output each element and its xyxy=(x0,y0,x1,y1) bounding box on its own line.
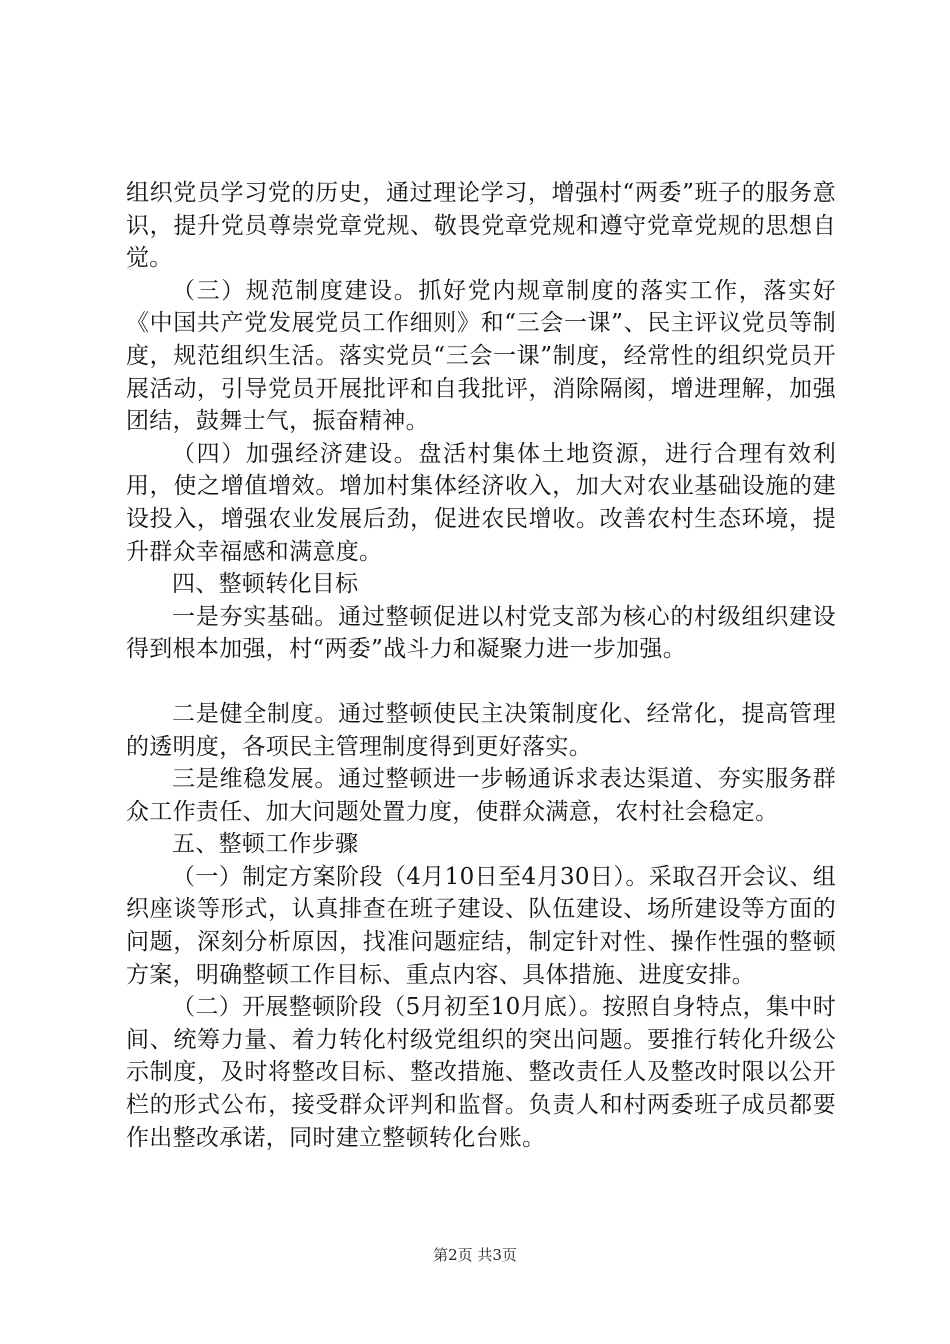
heading-goals: 四、整顿转化目标 xyxy=(172,571,359,598)
blank-line xyxy=(126,666,836,698)
document-body xyxy=(126,177,836,1154)
paragraph-step-two: （二）开展整顿阶段（5月初至10月底）。按照自身特点，集中时间、统筹力量、着力转化村级党组织的突出问题。要推行转化升级公示制度，及时将整改目标、整改措施、整改责任人及整改时限以公开栏的形式公布，接受群众评判和监督。负责人和村两委班子成员都要作出整改承诺，同时建立整顿转化台账。 xyxy=(126,994,836,1151)
paragraph-goal-one: 一是夯实基础。通过整顿促进以村党支部为核心的村级组织建设得到根本加强，村“两委”战斗力和凝聚力进一步加强。 xyxy=(126,603,836,663)
paragraph-continuation: 组织党员学习党的历史，通过理论学习，增强村“两委”班子的服务意识，提升党员尊崇党章党规、敬畏党章党规和遵守党章党规的思想自觉。 xyxy=(126,180,836,272)
paragraph-section-three: （三）规范制度建设。抓好党内规章制度的落实工作，落实好《中国共产党发展党员工作细则》和“三会一课”、民主评议党员等制度，规范组织生活。落实党员“三会一课”制度，经常性的组织党员开展活动，引导党员开展批评和自我批评，消除隔阂，增进理解，加强团结，鼓舞士气，振奋精神。 xyxy=(126,277,836,435)
paragraph-goal-two: 二是健全制度。通过整顿使民主决策制度化、经常化，提高管理的透明度，各项民主管理制度得到更好落实。 xyxy=(126,700,836,760)
paragraph-goal-three: 三是维稳发展。通过整顿进一步畅通诉求表达渠道、夯实服务群众工作责任、加大问题处置力度，使群众满意，农村社会稳定。 xyxy=(126,766,836,825)
paragraph-section-four: （四）加强经济建设。盘活村集体土地资源，进行合理有效利用，使之增值增效。增加村集体经济收入，加大对农业基础设施的建设投入，增强农业发展后劲，促进农民增收。改善农村生态环境，提升群众幸福感和满意度。 xyxy=(126,440,836,565)
heading-steps: 五、整顿工作步骤 xyxy=(172,831,359,858)
paragraph-step-one: （一）制定方案阶段（4月10日至4月30日）。采取召开会议、组织座谈等形式，认真排查在班子建设、队伍建设、场所建设等方面的问题，深刻分析原因，找准问题症结，制定针对性、操作性强的整顿方案，明确整顿工作目标、重点内容、具体措施、进度安排。 xyxy=(126,863,836,988)
page-number-footer: 第2页 共3页 xyxy=(433,1246,517,1264)
